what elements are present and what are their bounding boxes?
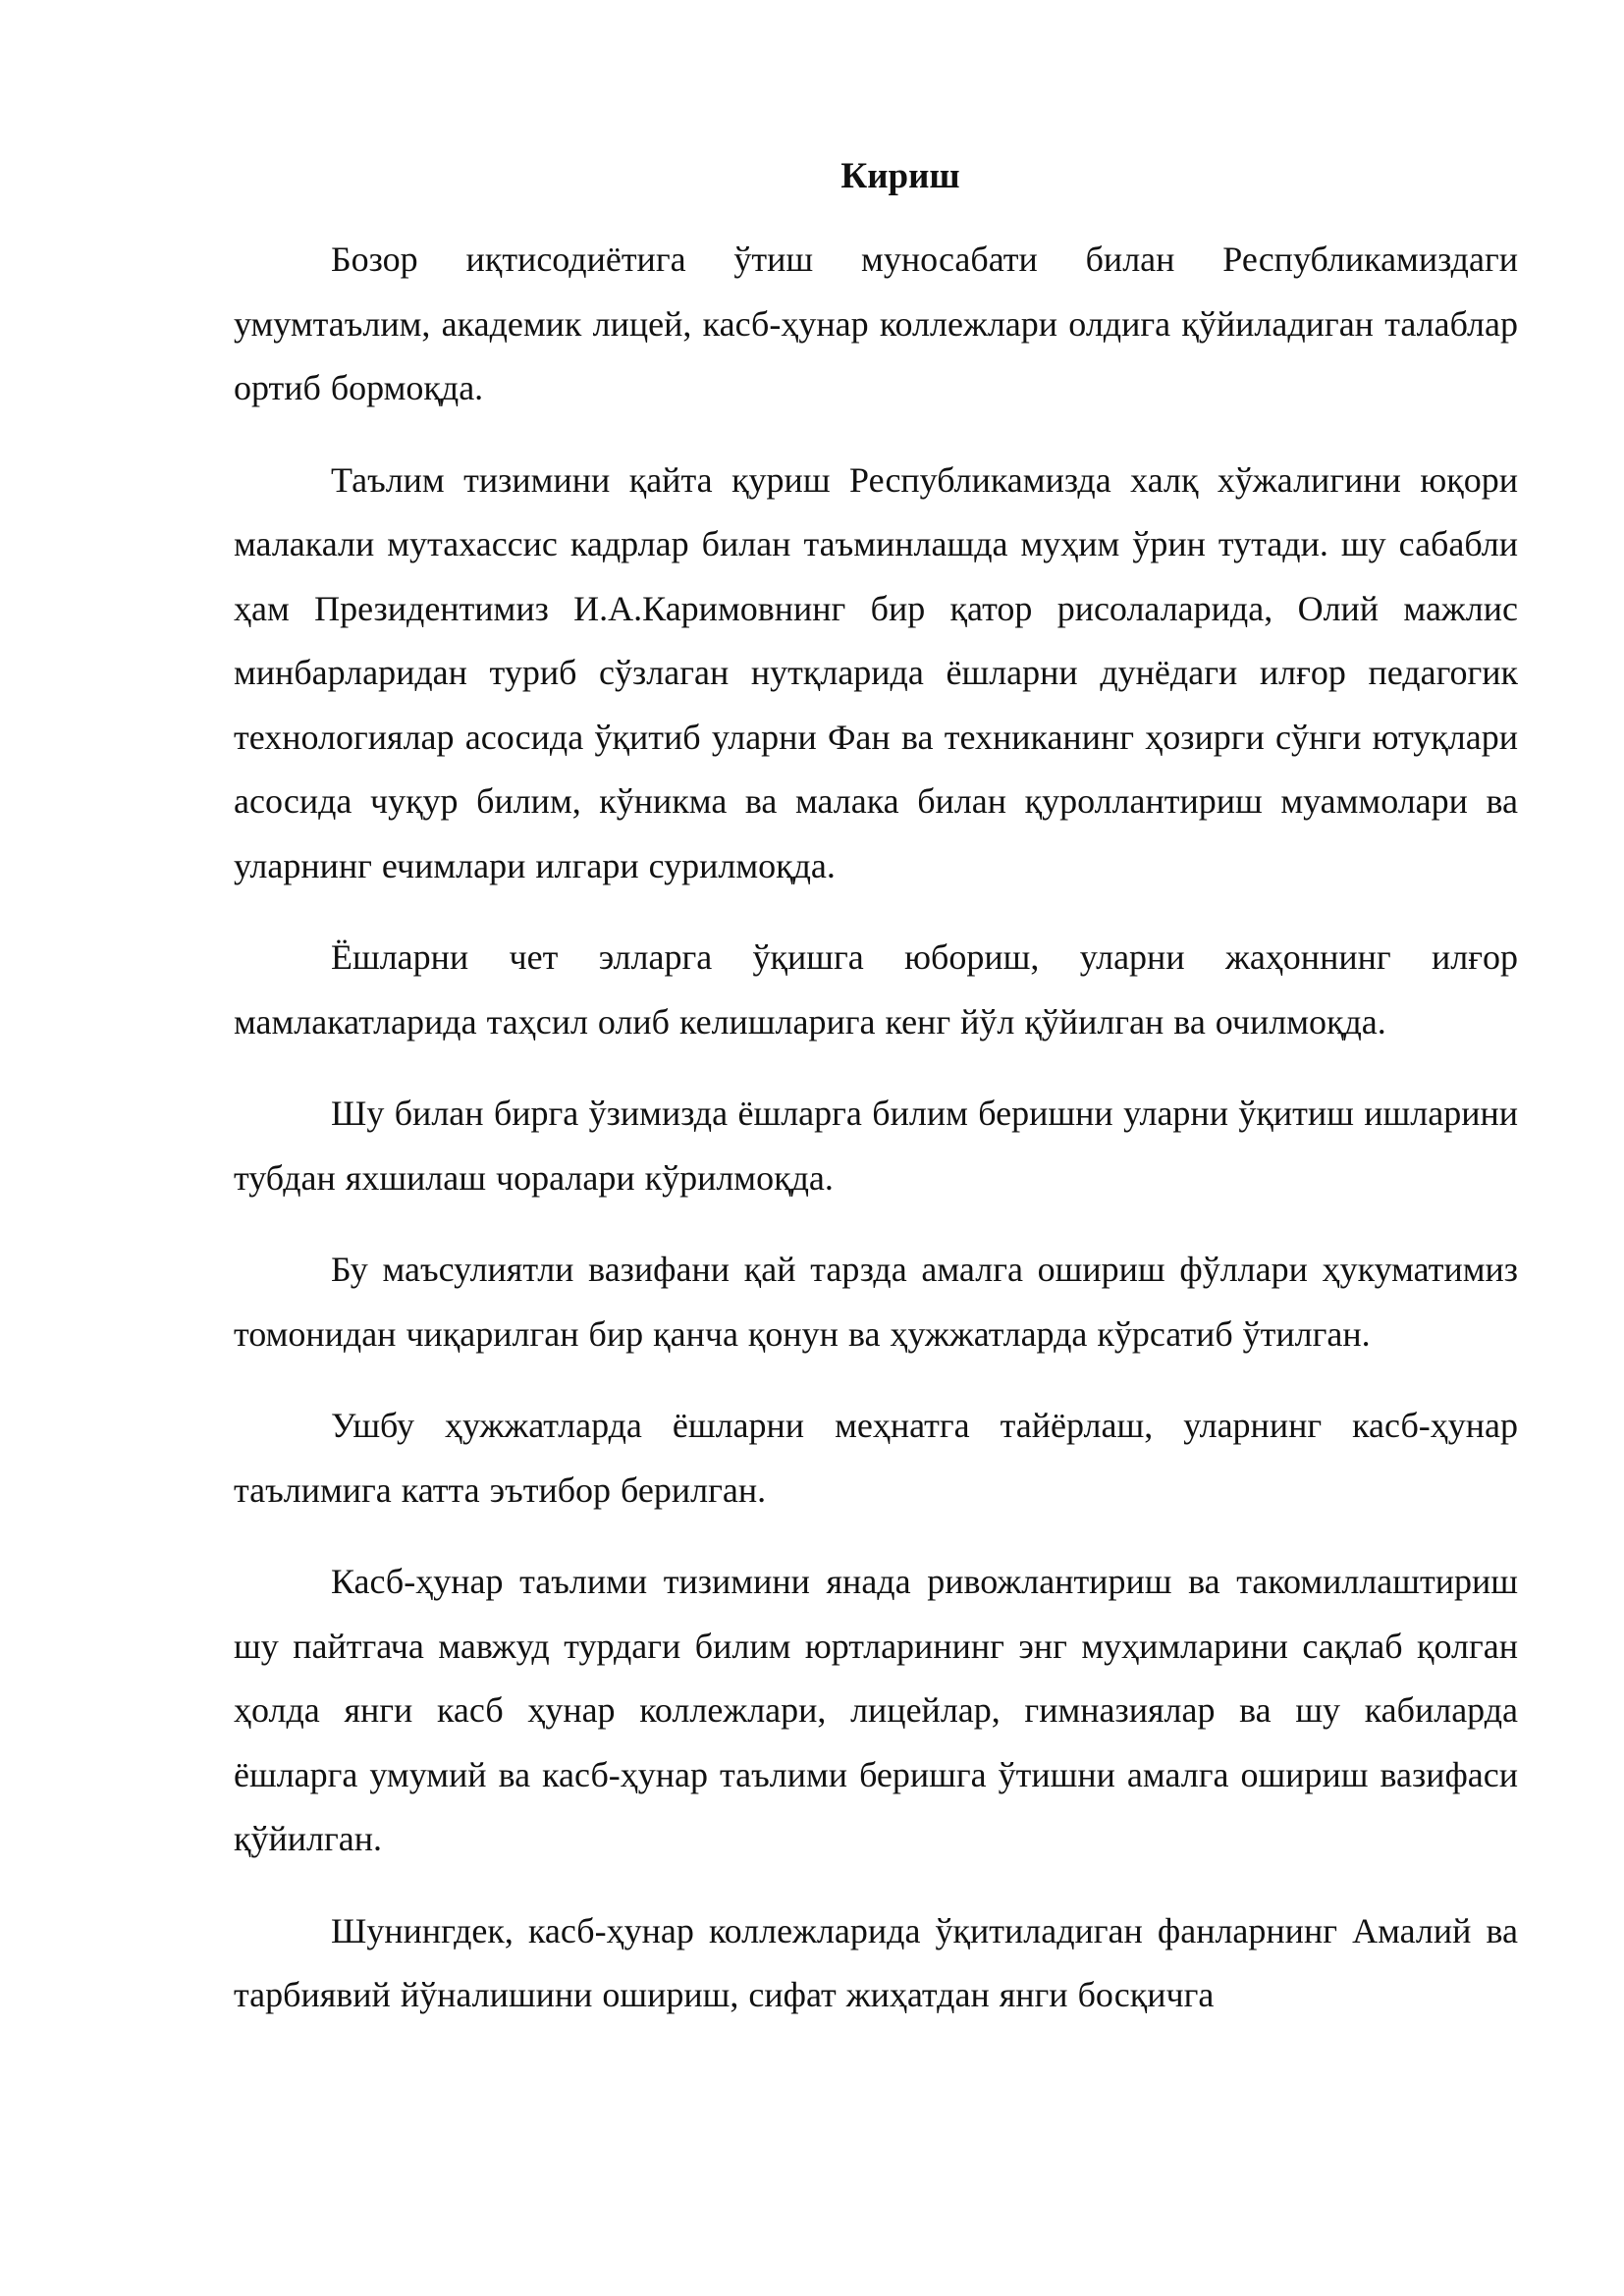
paragraph: Ушбу ҳужжатларда ёшларни меҳнатга тайёрлаш, уларнинг касб-ҳунар таълимига катта эътибор берилган. — [234, 1406, 1518, 1510]
paragraph: Бу маъсулиятли вазифани қай тарзда амалга ошириш фўллари ҳукуматимиз томонидан чиқарилган бир қанча қонун ва ҳужжатларда кўрсатиб ўтилган. — [234, 1250, 1518, 1354]
paragraph: Касб-ҳунар таълими тизимини янада ривожлантириш ва такомиллаштириш шу пайтгача мавжуд турдаги билим юртларининг энг муҳимларини сақлаб қолган ҳолда янги касб ҳунар коллежлари, лицейлар, гимназиялар ва шу кабиларда ёшларга умумий ва касб-ҳунар таълими беришга ўтишни амалга ошириш вазифаси қўйилган. — [234, 1562, 1518, 1858]
document-body — [234, 153, 1518, 2028]
paragraph: Шу билан бирга ўзимизда ёшларга билим беришни уларни ўқитиш ишларини тубдан яхшилаш чоралари кўрилмоқда. — [234, 1094, 1518, 1198]
paragraph: Бозор иқтисодиётига ўтиш муносабати билан Республикамиздаги умумтаълим, академик лицей, касб-ҳунар коллежлари олдига қўйиладиган талаблар ортиб бормоқда. — [234, 240, 1518, 407]
paragraph: Шунингдек, касб-ҳунар коллежларида ўқитиладиган фанларнинг Амалий ва тарбиявий йўналишини ошириш, сифат жиҳатдан янги босқичга — [234, 1910, 1518, 2014]
paragraph: Таълим тизимини қайта қуриш Республикамизда халқ хўжалигини юқори малакали мутахассис кадрлар билан таъминлашда муҳим ўрин тутади. шу сабабли ҳам Президентимиз И.А.Каримовнинг бир қатор рисолаларида, Олий мажлис минбарларидан туриб сўзлаган нутқларида ёшларни дунёдаги илғор педагогик технологиялар асосида ўқитиб уларни Фан ва техниканинг ҳозирги сўнги ютуқлари асосида чуқур билим, кўникма ва малака билан қуроллантириш муаммолари ва уларнинг ечимлари илгари сурилмоқда. — [234, 459, 1518, 885]
page-title: Кириш — [840, 156, 960, 196]
paragraph: Ёшларни чет элларга ўқишга юбориш, уларни жаҳоннинг илғор мамлакатларида таҳсил олиб келишларига кенг йўл қўйилган ва очилмоқда. — [234, 937, 1518, 1041]
